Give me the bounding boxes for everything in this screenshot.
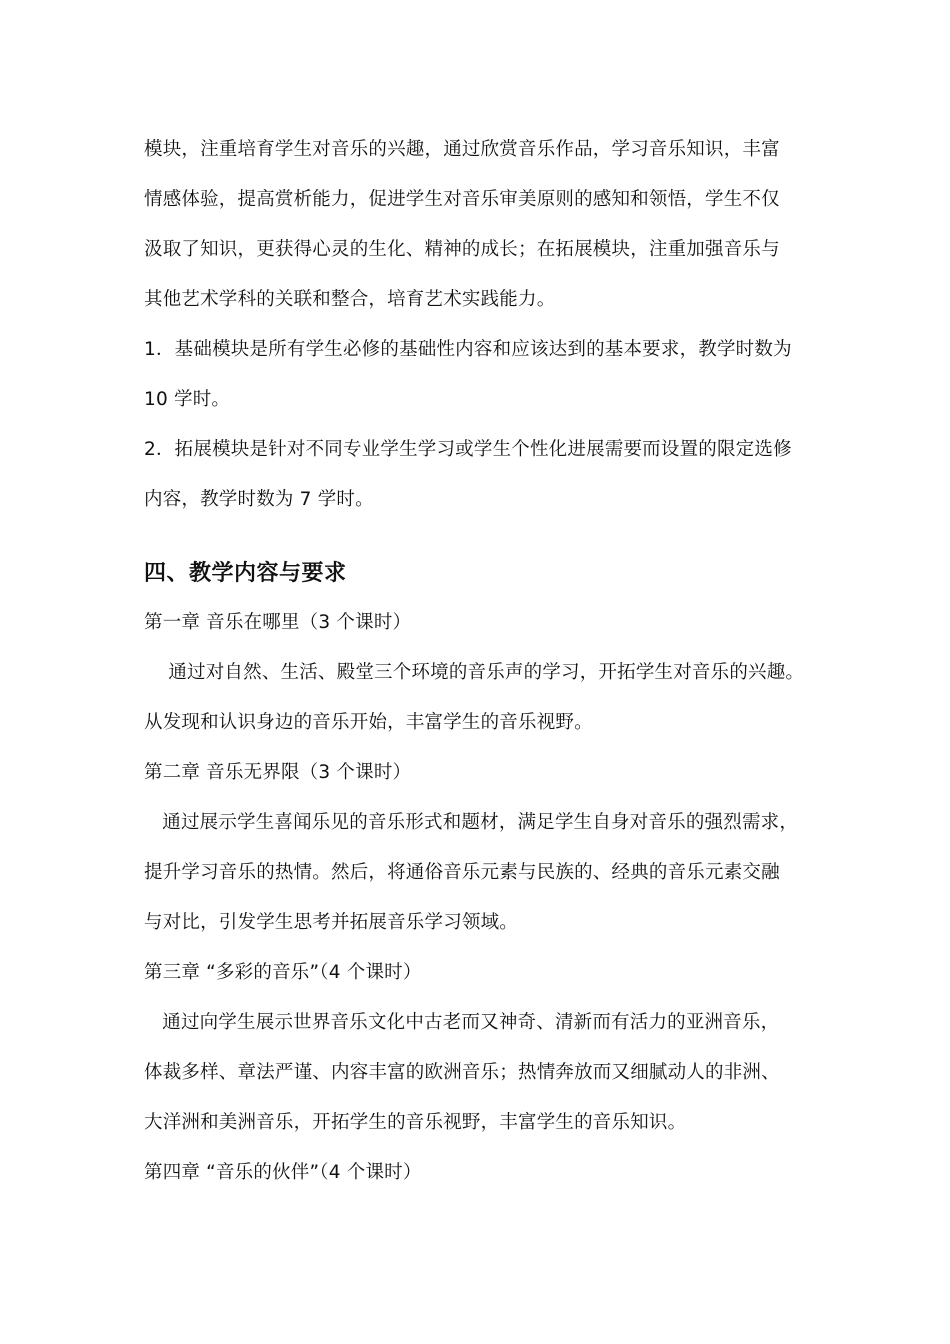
item1-line-1: 1．基础模块是所有学生必修的基础性内容和应该达到的基本要求，教学时数为 <box>144 339 792 360</box>
intro-line-4: 其他艺术学科的关联和整合，培育艺术实践能力。 <box>144 289 556 310</box>
chapter-3-title: 第三章 “多彩的音乐”（4 个课时） <box>144 962 422 983</box>
chapter-3-line-2: 体裁多样、章法严谨、内容丰富的欧洲音乐；热情奔放而又细腻动人的非洲、 <box>144 1062 780 1083</box>
chapter-2-line-2: 提升学习音乐的热情。然后，将通俗音乐元素与民族的、经典的音乐元素交融 <box>144 862 780 883</box>
item2-line-2: 内容，教学时数为 7 学时。 <box>144 489 374 510</box>
chapter-1-title: 第一章 音乐在哪里（3 个课时） <box>144 612 412 633</box>
section-heading: 四、教学内容与要求 <box>144 561 347 586</box>
intro-line-2: 情感体验，提高赏析能力，促进学生对音乐审美原则的感知和领悟，学生不仅 <box>144 189 780 210</box>
chapter-1-line-1: 通过对自然、生活、殿堂三个环境的音乐声的学习，开拓学生对音乐的兴趣。 <box>144 662 805 683</box>
chapter-1-line-2: 从发现和认识身边的音乐开始，丰富学生的音乐视野。 <box>144 712 593 733</box>
chapter-2-line-1: 通过展示学生喜闻乐见的音乐形式和题材，满足学生自身对音乐的强烈需求， <box>144 812 799 833</box>
chapter-2-line-3: 与对比，引发学生思考并拓展音乐学习领域。 <box>144 912 519 933</box>
chapter-3-line-1: 通过向学生展示世界音乐文化中古老而又神奇、清新而有活力的亚洲音乐， <box>144 1012 780 1033</box>
chapter-2-title: 第二章 音乐无界限（3 个课时） <box>144 762 412 783</box>
intro-line-1: 模块，注重培育学生对音乐的兴趣，通过欣赏音乐作品，学习音乐知识，丰富 <box>144 139 780 160</box>
item1-line-2: 10 学时。 <box>144 389 231 410</box>
chapter-3-line-3: 大洋洲和美洲音乐，开拓学生的音乐视野，丰富学生的音乐知识。 <box>144 1112 687 1133</box>
intro-line-3: 汲取了知识，更获得心灵的生化、精神的成长；在拓展模块，注重加强音乐与 <box>144 239 780 260</box>
item2-line-1: 2．拓展模块是针对不同专业学生学习或学生个性化进展需要而设置的限定选修 <box>144 439 792 460</box>
chapter-4-title: 第四章 “音乐的伙伴”（4 个课时） <box>144 1162 422 1183</box>
